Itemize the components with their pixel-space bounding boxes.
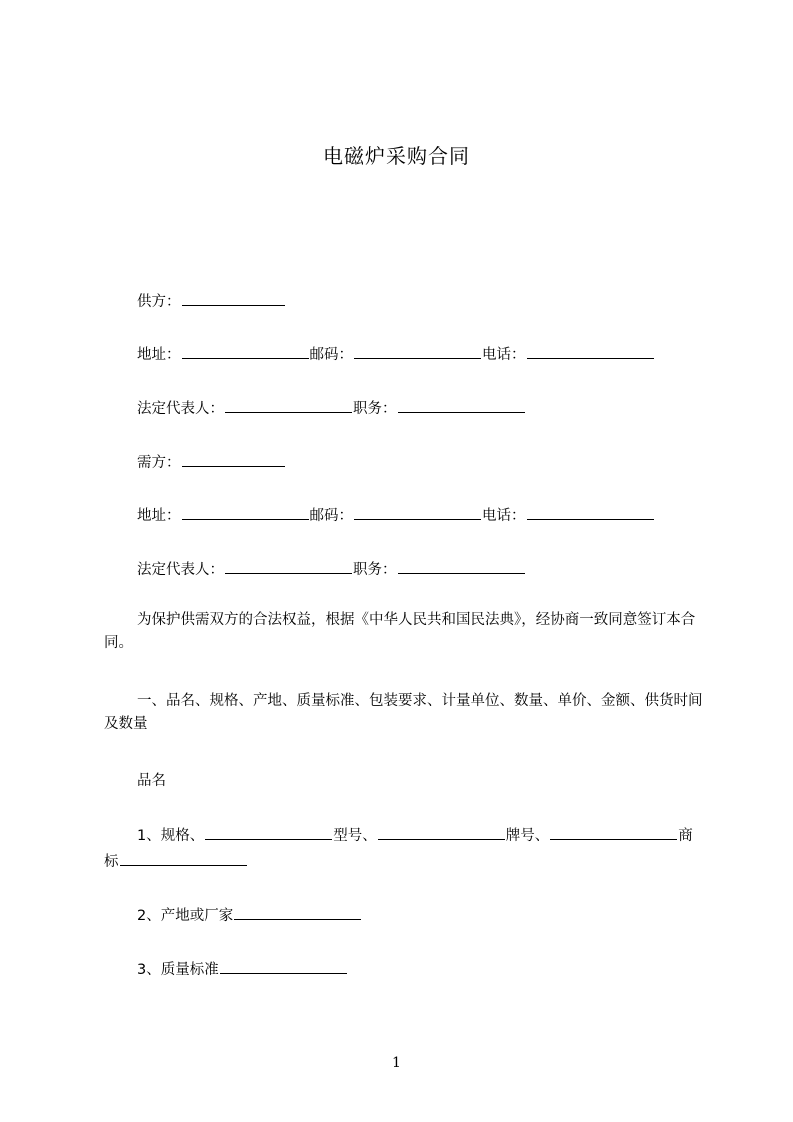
trademark-blank[interactable]: [120, 851, 247, 866]
buyer-postcode-blank[interactable]: [354, 505, 481, 520]
position-label: 职务：: [353, 562, 397, 578]
item2-line: [137, 905, 362, 926]
buyer-address-line: [137, 505, 655, 526]
supplier-line: [137, 291, 286, 312]
buyer-rep-blank[interactable]: [225, 559, 352, 574]
item1-trademark-label-a: 商: [678, 828, 693, 844]
supplier-rep-blank[interactable]: [225, 398, 352, 413]
item1-line-cont: [104, 851, 248, 872]
quality-blank[interactable]: [220, 959, 347, 974]
supplier-position-blank[interactable]: [398, 398, 525, 413]
supplier-postcode-blank[interactable]: [354, 344, 481, 359]
phone-label: 电话：: [482, 347, 526, 363]
origin-blank[interactable]: [234, 905, 361, 920]
item2-origin-label: 2、产地或厂家: [137, 908, 234, 924]
address-label: 地址：: [137, 508, 181, 524]
item1-model-label: 型号、: [333, 828, 377, 844]
intro-paragraph: 为保护供需双方的合法权益，根据《中华人民共和国民法典》，经协商一致同意签订本合同。: [104, 612, 696, 651]
product-name-label: 品名: [137, 773, 166, 789]
item3-line: [137, 959, 348, 980]
buyer-phone-blank[interactable]: [527, 505, 654, 520]
legal-rep-label: 法定代表人：: [137, 562, 224, 578]
position-label: 职务：: [353, 401, 397, 417]
buyer-position-blank[interactable]: [398, 559, 525, 574]
address-label: 地址：: [137, 347, 181, 363]
item3-quality-label: 3、质量标准: [137, 962, 219, 978]
supplier-phone-blank[interactable]: [527, 344, 654, 359]
supplier-label: 供方：: [137, 294, 181, 310]
section1-heading: 一、品名、规格、产地、质量标准、包装要求、计量单位、数量、单价、金额、供货时间及数量: [104, 693, 703, 732]
postcode-label: 邮码：: [309, 508, 353, 524]
postcode-label: 邮码：: [309, 347, 353, 363]
buyer-rep-line: [137, 559, 526, 580]
buyer-blank[interactable]: [182, 452, 285, 467]
item1-line: [137, 825, 693, 846]
supplier-address-line: [137, 344, 655, 365]
page-number: 1: [392, 1055, 401, 1071]
document-title: 电磁炉采购合同: [323, 144, 470, 168]
item1-trademark-label-b: 标: [104, 854, 119, 870]
supplier-address-blank[interactable]: [182, 344, 309, 359]
supplier-rep-line: [137, 398, 526, 419]
legal-rep-label: 法定代表人：: [137, 401, 224, 417]
item1-spec-label: 1、规格、: [137, 828, 205, 844]
spec-blank[interactable]: [205, 825, 332, 840]
item1-brand-label: 牌号、: [505, 828, 550, 844]
model-blank[interactable]: [378, 825, 505, 840]
buyer-label: 需方：: [137, 455, 181, 471]
supplier-blank[interactable]: [182, 291, 285, 306]
phone-label: 电话：: [482, 508, 526, 524]
buyer-line: [137, 452, 286, 473]
buyer-address-blank[interactable]: [182, 505, 309, 520]
brand-blank[interactable]: [550, 825, 677, 840]
